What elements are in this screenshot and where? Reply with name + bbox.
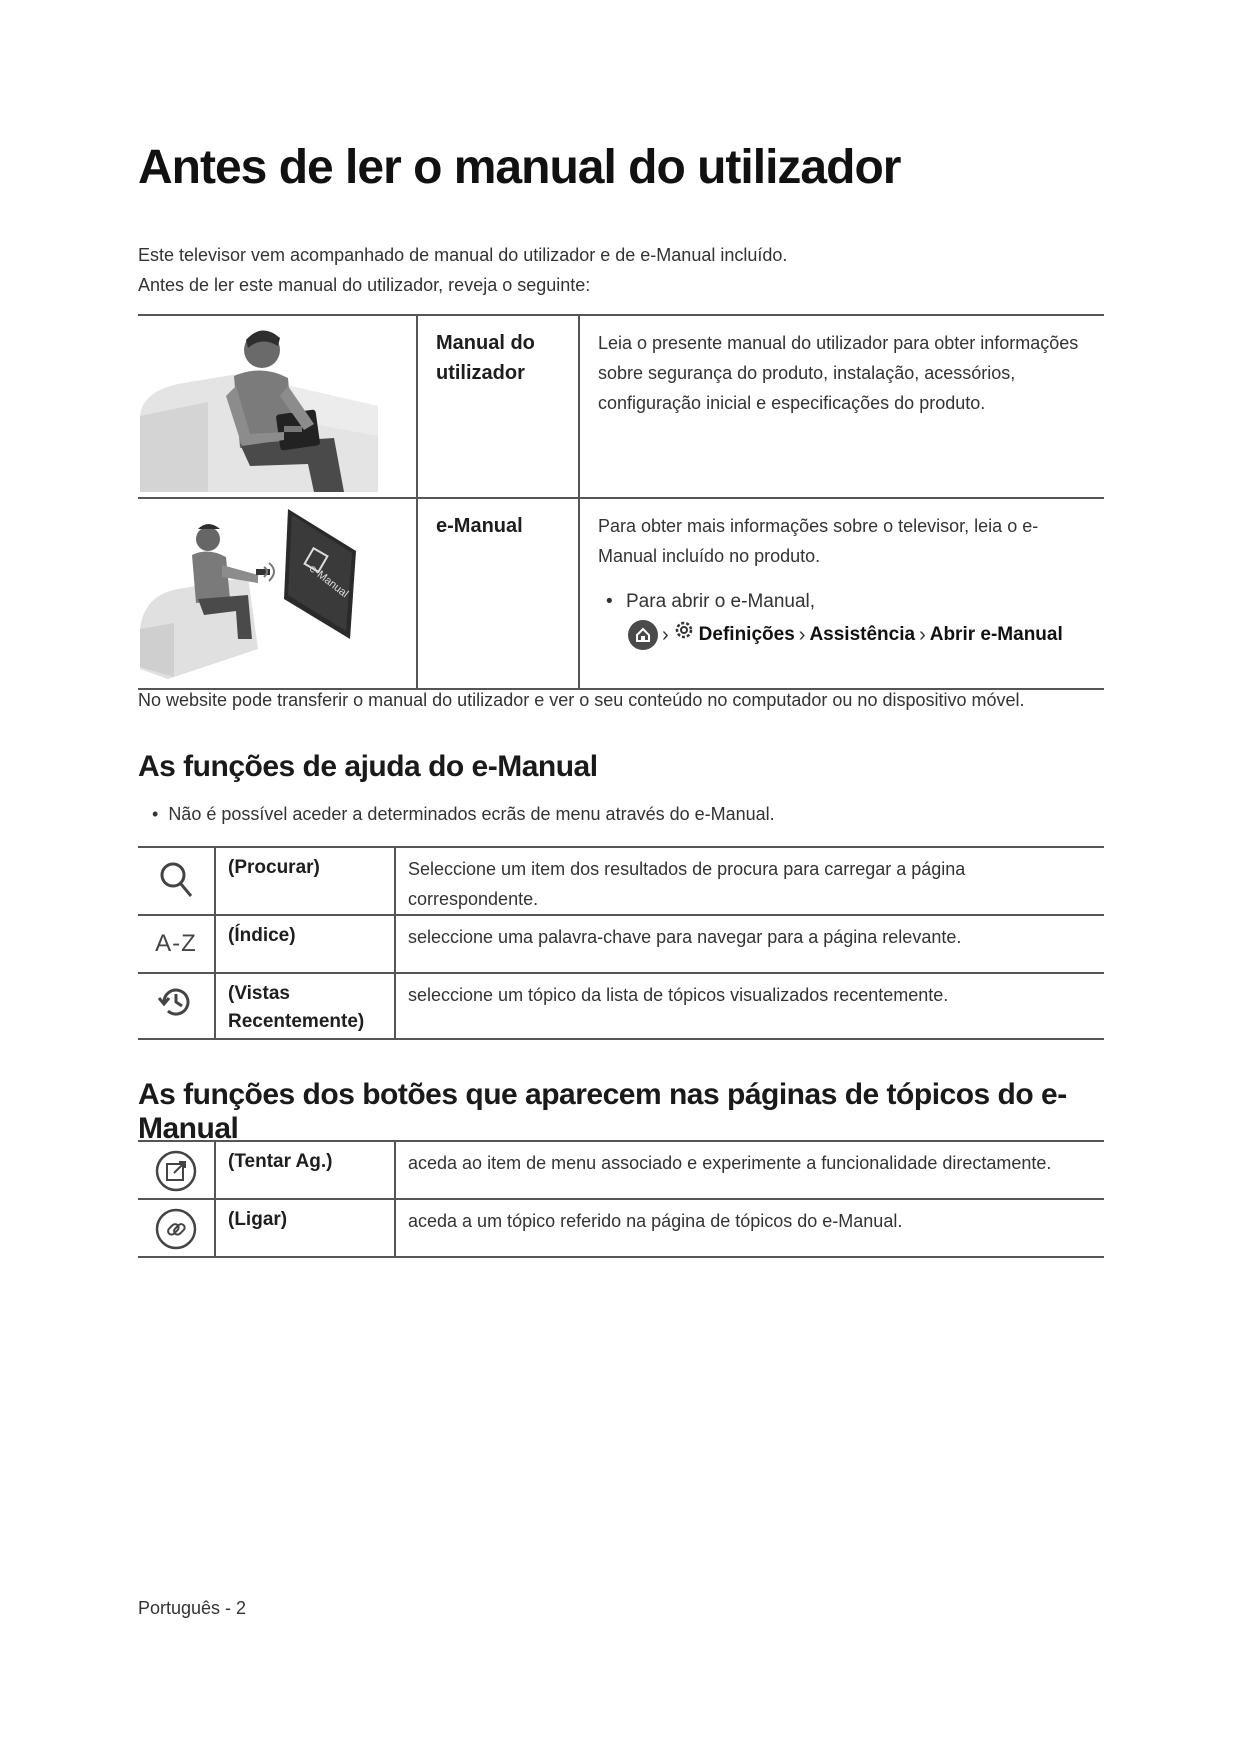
intro-line-2: Antes de ler este manual do utilizador, reveja o seguinte:: [138, 275, 591, 295]
help-row-search: [138, 847, 1104, 915]
intro: [138, 240, 787, 300]
download-note: No website pode transferir o manual do utilizador e ver o seu conteúdo no computador ou no dispositivo móvel.: [138, 690, 1025, 710]
buttons-section-heading: As funções dos botões que aparecem nas páginas de tópicos do e-Manual: [138, 1078, 1067, 1145]
button-row-try: [138, 1141, 1104, 1199]
chevron-right-icon: ›: [919, 624, 926, 646]
manuals-table: [138, 314, 1104, 690]
manual-description: Leia o presente manual do utilizador para obter informações sobre segurança do produto, instalação, acessórios, configuração inicial e especificações do produto.: [598, 333, 1079, 413]
emanual-description-cell: [579, 498, 1104, 689]
button-description: aceda a um tópico referido na página de tópicos do e-Manual.: [408, 1211, 903, 1231]
chevron-right-icon: ›: [798, 624, 806, 646]
path-support: Assistência: [809, 624, 916, 645]
manual-row-user: [138, 315, 1104, 498]
manual-label: Manual do utilizador: [417, 315, 579, 498]
gear-icon: [673, 619, 695, 651]
path-open-emanual: Abrir e-Manual: [929, 624, 1063, 645]
link-icon: [138, 1199, 215, 1257]
try-now-icon: [138, 1141, 215, 1199]
button-row-link: [138, 1199, 1104, 1257]
page-footer: Português - 2: [138, 1598, 247, 1618]
person-watching-tv-icon: [138, 498, 417, 689]
help-label: (Índice): [215, 915, 395, 973]
button-description: aceda ao item de menu associado e experimente a funcionalidade directamente.: [408, 1153, 1052, 1173]
help-functions-table: [138, 846, 1104, 1040]
emanual-path: [628, 619, 1084, 651]
buttons-functions-table: [138, 1140, 1104, 1258]
manual-row-emanual: [138, 498, 1104, 689]
button-label: (Ligar): [215, 1199, 395, 1257]
help-row-index: [138, 915, 1104, 973]
index-az-icon: A-Z: [138, 915, 215, 973]
help-description: seleccione um tópico da lista de tópicos visualizados recentemente.: [408, 985, 949, 1005]
help-label: (Procurar): [215, 847, 395, 915]
search-icon: [138, 847, 215, 915]
intro-line-1: Este televisor vem acompanhado de manual do utilizador e de e-Manual incluído.: [138, 245, 788, 265]
help-description: Seleccione um item dos resultados de procura para carregar a página correspondente.: [408, 859, 966, 909]
chevron-right-icon: ›: [662, 624, 669, 646]
tv-screen-text: e-Manual: [306, 562, 351, 601]
history-icon: [138, 973, 215, 1039]
help-section-heading: As funções de ajuda do e-Manual: [138, 750, 598, 783]
button-label: (Tentar Ag.): [215, 1141, 395, 1199]
emanual-description: Para obter mais informações sobre o televisor, leia o e-Manual incluído no produto.: [598, 516, 1039, 566]
person-reading-manual-icon: [138, 315, 417, 498]
page-title: Antes de ler o manual do utilizador: [138, 141, 901, 194]
help-section-bullet: • Não é possível aceder a determinados ecrãs de menu através do e-Manual.: [152, 804, 775, 825]
help-description: seleccione uma palavra-chave para navegar para a página relevante.: [408, 927, 962, 947]
help-label: (Vistas Recentemente): [215, 973, 395, 1039]
emanual-bullet: • Para abrir o e-Manual,: [598, 587, 1084, 617]
home-icon: [628, 620, 658, 650]
path-settings: Definições: [698, 624, 795, 645]
help-row-recent: [138, 973, 1104, 1039]
emanual-label: e-Manual: [417, 498, 579, 689]
